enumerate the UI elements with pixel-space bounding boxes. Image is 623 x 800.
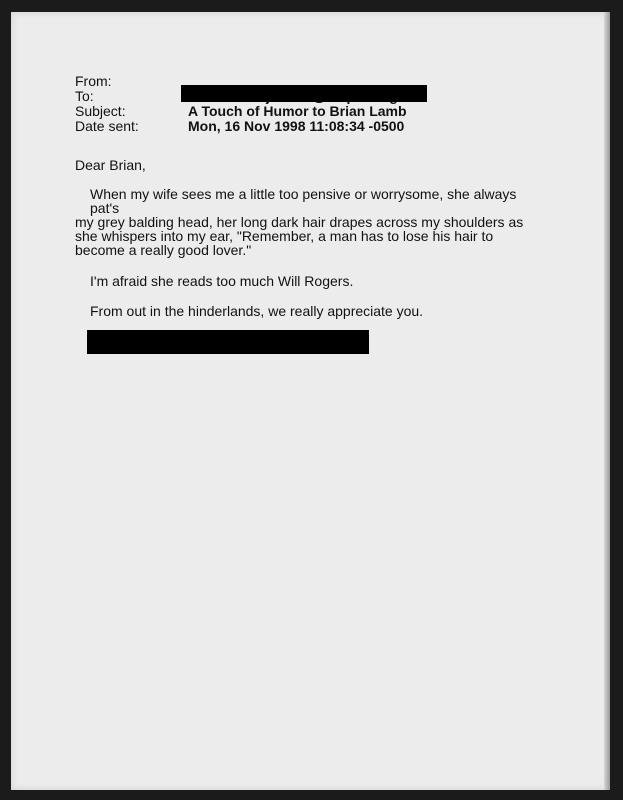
email-header: [75, 74, 575, 134]
subject-value: A Touch of Humor to Brian Lamb: [188, 103, 407, 119]
paragraph-3: From out in the hinderlands, we really appreciate you.: [90, 303, 424, 319]
paragraph-1-line-1: When my wife sees me a little too pensive or worrysome, she always: [90, 186, 517, 202]
redaction-signature: [87, 330, 369, 354]
paragraph-2: I'm afraid she reads too much Will Rogers.: [90, 273, 354, 289]
date-value: Mon, 16 Nov 1998 11:08:34 -0500: [188, 118, 405, 134]
paragraph-1-line-3: my grey balding head, her long dark hair drapes across my shoulders as: [75, 214, 524, 230]
email-body: [75, 158, 555, 318]
paragraph-1-line-4: she whispers into my ear, "Remember, a man has to lose his hair to: [75, 228, 494, 244]
paper-edge-shadow: [604, 12, 610, 790]
to-label: To:: [75, 88, 94, 104]
date-label: Date sent:: [75, 118, 139, 134]
redaction-sender: [181, 85, 427, 102]
paragraph-1-line-2: pat's: [90, 200, 120, 216]
paragraph-1-line-5: become a really good lover.": [75, 242, 252, 258]
from-label: From:: [75, 73, 112, 89]
subject-label: Subject:: [75, 103, 126, 119]
header-date-row: [75, 119, 575, 134]
salutation: Dear Brian,: [75, 157, 146, 173]
header-subject-row: [75, 104, 575, 119]
